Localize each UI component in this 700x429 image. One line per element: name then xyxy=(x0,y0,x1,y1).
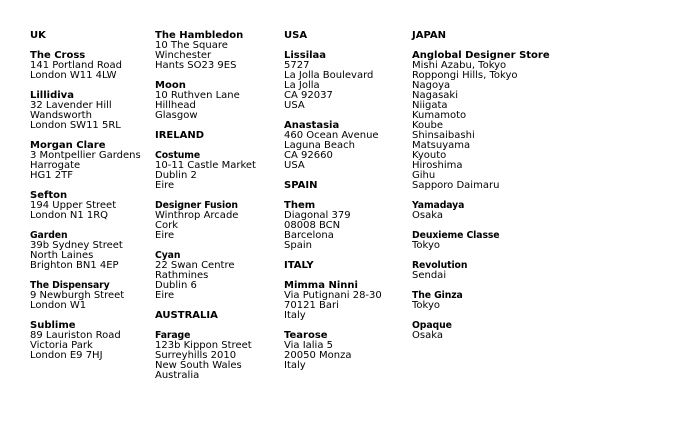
stockist-name: Anastasia xyxy=(284,120,340,131)
stockist-entry xyxy=(30,281,150,311)
stockist-entry xyxy=(155,81,280,121)
address-line: 123b Kippon Street xyxy=(155,340,252,351)
address-line: Gihu xyxy=(412,170,436,181)
stockist-name: Mimma Ninni xyxy=(284,280,358,291)
address-line: Italy xyxy=(284,310,306,321)
address-line: London W1 xyxy=(30,300,87,311)
address-line: USA xyxy=(284,160,305,171)
address-line: Glasgow xyxy=(155,110,198,121)
stockist-name: Designer Fusion xyxy=(155,200,238,211)
address-line: Via Ialia 5 xyxy=(284,340,334,351)
address-line: Rathmines xyxy=(155,270,209,281)
country-heading: JAPAN xyxy=(412,30,446,41)
stockist-entry xyxy=(30,231,150,271)
stockist-name: Deuxieme Classe xyxy=(412,230,500,241)
stockist-name: Lissilaa xyxy=(284,50,327,61)
address-line: Diagonal 379 xyxy=(284,210,351,221)
stockist-entry xyxy=(412,51,592,191)
stockist-name: Them xyxy=(284,200,316,211)
address-line: Dublin 6 xyxy=(155,280,197,291)
address-line: Osaka xyxy=(412,210,443,221)
stockist-entry xyxy=(30,321,150,361)
address-line: Dublin 2 xyxy=(155,170,197,181)
address-line: Tokyo xyxy=(412,240,440,251)
address-line: Kumamoto xyxy=(412,110,467,121)
stockist-entry xyxy=(284,331,409,371)
stockist-entry xyxy=(155,331,280,381)
stockist-column-2 xyxy=(155,31,280,391)
country-heading: IRELAND xyxy=(155,130,205,141)
stockist-entry xyxy=(412,261,592,281)
stockist-entry xyxy=(30,191,150,221)
stockist-entry xyxy=(30,141,150,181)
stockist-column-4 xyxy=(412,31,592,351)
stockist-entry xyxy=(30,51,150,81)
address-line: Mishi Azabu, Tokyo xyxy=(412,60,507,71)
stockist-entry xyxy=(155,251,280,301)
address-line: Wandsworth xyxy=(30,110,92,121)
address-line: Eire xyxy=(155,230,175,241)
country-heading: AUSTRALIA xyxy=(155,310,218,321)
address-line: Sapporo Daimaru xyxy=(412,180,500,191)
address-line: 460 Ocean Avenue xyxy=(284,130,379,141)
stockist-name: The Cross xyxy=(30,50,86,61)
address-line: CA 92037 xyxy=(284,90,333,101)
address-line: Kyouto xyxy=(412,150,447,161)
stockist-name: Moon xyxy=(155,80,186,91)
country-heading: UK xyxy=(30,30,46,41)
address-line: Roppongi Hills, Tokyo xyxy=(412,70,518,81)
address-line: London W11 4LW xyxy=(30,70,117,81)
address-line: Winthrop Arcade xyxy=(155,210,239,221)
stockist-name: Cyan xyxy=(155,250,181,261)
address-line: La Jolla xyxy=(284,80,320,91)
address-line: 10-11 Castle Market xyxy=(155,160,256,171)
address-line: 10 Ruthven Lane xyxy=(155,90,240,101)
stockist-entry xyxy=(412,321,592,341)
address-line: Tokyo xyxy=(412,300,440,311)
stockist-name: Morgan Clare xyxy=(30,140,106,151)
stockist-name: The Ginza xyxy=(412,290,463,301)
address-line: Surreyhills 2010 xyxy=(155,350,237,361)
stockist-entry xyxy=(284,281,409,321)
stockist-name: Revolution xyxy=(412,260,468,271)
address-line: Niigata xyxy=(412,100,448,111)
stockist-name: Sefton xyxy=(30,190,68,201)
address-line: Laguna Beach xyxy=(284,140,356,151)
address-line: CA 92660 xyxy=(284,150,333,161)
stockist-name: The Hambledon xyxy=(155,30,244,41)
address-line: North Laines xyxy=(30,250,94,261)
address-line: 3 Montpellier Gardens xyxy=(30,150,141,161)
address-line: Harrogate xyxy=(30,160,81,171)
address-line: 194 Upper Street xyxy=(30,200,117,211)
address-line: Eire xyxy=(155,290,175,301)
address-line: Spain xyxy=(284,240,312,251)
stockist-name: Garden xyxy=(30,230,68,241)
address-line: Sendai xyxy=(412,270,447,281)
address-line: 22 Swan Centre xyxy=(155,260,235,271)
address-line: Osaka xyxy=(412,330,443,341)
stockist-entry xyxy=(155,151,280,191)
country-heading: ITALY xyxy=(284,260,314,271)
address-line: London SW11 5RL xyxy=(30,120,121,131)
address-line: HG1 2TF xyxy=(30,170,74,181)
address-line: Koube xyxy=(412,120,444,131)
stockist-entry xyxy=(155,201,280,241)
address-line: London E9 7HJ xyxy=(30,350,103,361)
country-heading: SPAIN xyxy=(284,180,318,191)
country-heading: USA xyxy=(284,30,308,41)
address-line: 10 The Square xyxy=(155,40,228,51)
address-line: Matsuyama xyxy=(412,140,471,151)
address-line: 5727 xyxy=(284,60,310,71)
stockist-name: Farage xyxy=(155,330,191,341)
address-line: 9 Newburgh Street xyxy=(30,290,125,301)
address-line: Winchester xyxy=(155,50,212,61)
stockist-name: Tearose xyxy=(284,330,328,341)
stockist-column-1 xyxy=(30,31,150,371)
stockist-name: Sublime xyxy=(30,320,76,331)
address-line: USA xyxy=(284,100,305,111)
stockist-entry xyxy=(284,201,409,251)
address-line: 141 Portland Road xyxy=(30,60,122,71)
address-line: Hiroshima xyxy=(412,160,463,171)
address-line: Nagasaki xyxy=(412,90,458,101)
address-line: Hants SO23 9ES xyxy=(155,60,237,71)
address-line: 32 Lavender Hill xyxy=(30,100,112,111)
stockist-name: Lillidiva xyxy=(30,90,74,101)
stockist-name: Costume xyxy=(155,150,201,161)
stockist-name: Opaque xyxy=(412,320,452,331)
stockist-entry xyxy=(284,51,409,111)
stockist-name: Yamadaya xyxy=(412,200,465,211)
stockist-entry xyxy=(284,121,409,171)
address-line: Brighton BN1 4EP xyxy=(30,260,119,271)
address-line: 20050 Monza xyxy=(284,350,352,361)
address-line: 89 Lauriston Road xyxy=(30,330,121,341)
address-line: 70121 Bari xyxy=(284,300,339,311)
stockist-entry xyxy=(155,31,280,71)
address-line: 08008 BCN xyxy=(284,220,341,231)
stockist-name: Anglobal Designer Store xyxy=(412,50,550,61)
address-line: Italy xyxy=(284,360,306,371)
address-line: Victoria Park xyxy=(30,340,93,351)
address-line: Via Putignani 28-30 xyxy=(284,290,382,301)
address-line: New South Wales xyxy=(155,360,242,371)
stockist-name: The Dispensary xyxy=(30,280,110,291)
address-line: Nagoya xyxy=(412,80,451,91)
stockist-column-3 xyxy=(284,31,409,381)
address-line: Barcelona xyxy=(284,230,334,241)
stockist-entry xyxy=(412,201,592,221)
address-line: Cork xyxy=(155,220,179,231)
address-line: Shinsaibashi xyxy=(412,130,475,141)
address-line: London N1 1RQ xyxy=(30,210,109,221)
address-line: Hillhead xyxy=(155,100,196,111)
address-line: Eire xyxy=(155,180,175,191)
address-line: La Jolla Boulevard xyxy=(284,70,374,81)
address-line: 39b Sydney Street xyxy=(30,240,123,251)
stockist-entry xyxy=(412,291,592,311)
stockist-entry xyxy=(412,231,592,251)
stockist-entry xyxy=(30,91,150,131)
address-line: Australia xyxy=(155,370,200,381)
